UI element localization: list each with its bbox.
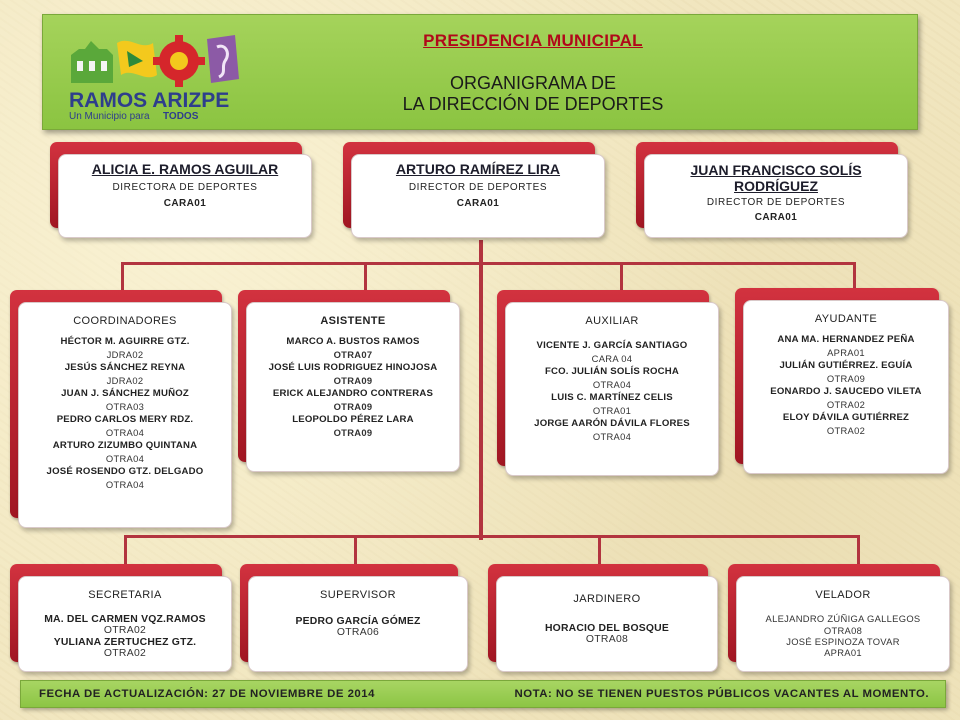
group-card-coordinadores [10,290,232,528]
member-name: JESÚS SÁNCHEZ REYNA [64,362,186,373]
group-title: SUPERVISOR [320,589,396,601]
connector-bottom-horizontal [124,535,860,538]
card-box [736,576,950,672]
member-name: ANA MA. HERNANDEZ PEÑA [777,334,915,345]
card-box [18,302,232,528]
group-card-ayudante [735,288,949,474]
member-code: JDRA02 [106,375,144,386]
director-code: CARA01 [456,198,500,209]
member-name: MA. DEL CARMEN VQZ.RAMOS [44,614,206,625]
subtitle-line-2: LA DIRECCIÓN DE DEPORTES [402,94,664,114]
member-code: OTRA08 [823,625,863,636]
member-name: JORGE AARÓN DÁVILA FLORES [534,418,690,429]
member-code: OTRA02 [826,425,866,436]
member-code: OTRA04 [105,453,145,464]
member-name: YULIANA ZERTUCHEZ GTZ. [53,637,197,648]
member-code: OTRA09 [333,427,373,438]
header-title: PRESIDENCIA MUNICIPAL [423,31,643,50]
card-box [496,576,718,672]
member-code: OTRA09 [826,373,866,384]
header-banner [42,14,918,130]
group-title: ASISTENTE [320,315,386,327]
footer-note: NOTA: NO SE TIENEN PUESTOS PÚBLICOS VACANTES AL MOMENTO. [514,688,929,700]
member-name: ERICK ALEJANDRO CONTRERAS [272,388,434,399]
member-code: OTRA04 [592,379,632,390]
member-code: CARA 04 [591,353,633,364]
footer-updated-date: FECHA DE ACTUALIZACIÓN: 27 DE NOVIEMBRE DE 2014 [39,688,375,700]
group-card-jardinero [488,564,718,672]
member-code: OTRA07 [333,349,373,360]
director-name: ALICIA E. RAMOS AGUILAR [91,161,279,177]
member-name: JOSÉ ROSENDO GTZ. DELGADO [46,466,204,477]
logo-tagline-bold: TODOS [163,111,199,121]
logo-tagline: Un Municipio para [69,111,150,121]
footer-banner [20,680,946,708]
member-code: OTRA08 [585,634,629,645]
member-code: OTRA06 [336,627,380,638]
director-card-3 [636,142,908,238]
connector-bottom-drop-3 [598,535,601,565]
card-box [743,300,949,474]
member-name: LEOPOLDO PÉREZ LARA [292,414,414,425]
card-box [58,154,312,238]
member-code: APRA01 [824,647,862,658]
group-card-velador [728,564,950,672]
member-code: OTRA02 [103,648,147,659]
connector-top-drop-3 [620,262,623,292]
member-code: OTRA02 [826,399,866,410]
connector-bottom-drop-1 [124,535,127,565]
connector-bottom-drop-4 [857,535,860,565]
director-title: DIRECTOR DE DEPORTES [706,197,846,208]
header-subtitle [313,73,753,115]
member-code: OTRA02 [103,625,147,636]
director-card-2 [343,142,605,238]
group-card-supervisor [240,564,468,672]
group-title: AUXILIAR [585,315,639,327]
group-title: JARDINERO [573,593,641,605]
member-name: PEDRO CARLOS MERY RDZ. [56,414,194,425]
connector-top-horizontal [121,262,856,265]
director-title: DIRECTORA DE DEPORTES [112,182,258,193]
group-card-asistente [238,290,460,472]
card-box [18,576,232,672]
group-card-secretaria [10,564,232,672]
group-card-auxiliar [497,290,719,476]
connector-bottom-drop-2 [354,535,357,565]
group-title: SECRETARIA [88,589,162,601]
member-name: MARCO A. BUSTOS RAMOS [286,336,420,347]
member-name: VICENTE J. GARCÍA SANTIAGO [536,340,688,351]
director-code: CARA01 [163,198,207,209]
director-name: JUAN FRANCISCO SOLÍS RODRÍGUEZ [690,162,862,194]
member-name: JOSÉ LUIS RODRIGUEZ HINOJOSA [268,362,438,373]
member-name: EONARDO J. SAUCEDO VILETA [770,386,922,397]
card-box [351,154,605,238]
director-title: DIRECTOR DE DEPORTES [408,182,548,193]
group-title: COORDINADORES [73,315,177,327]
card-box [644,154,908,238]
member-name: FCO. JULIÁN SOLÍS ROCHA [544,366,680,377]
member-name: HORACIO DEL BOSQUE [544,623,670,634]
member-code: APRA01 [827,347,865,358]
member-name: ALEJANDRO ZÚÑIGA GALLEGOS [765,613,921,624]
member-name: ARTURO ZIZUMBO QUINTANA [52,440,198,451]
member-code: OTRA04 [105,479,145,490]
connector-main-vertical [479,240,483,540]
member-name: LUIS C. MARTÍNEZ CELIS [551,392,673,403]
member-code: OTRA03 [105,401,145,412]
member-name: PEDRO GARCÍA GÓMEZ [295,616,421,627]
director-code: CARA01 [754,212,798,223]
group-title: VELADOR [815,589,871,601]
group-title: AYUDANTE [814,313,878,325]
member-code: OTRA09 [333,375,373,386]
card-box [246,302,460,472]
subtitle-line-1: ORGANIGRAMA DE [449,73,617,93]
director-name: ARTURO RAMÍREZ LIRA [395,161,561,177]
member-name: HÉCTOR M. AGUIRRE GTZ. [60,336,190,347]
member-code: JDRA02 [106,349,144,360]
member-code: OTRA01 [592,405,632,416]
card-box [505,302,719,476]
member-name: JUAN J. SÁNCHEZ MUÑOZ [61,388,189,399]
director-card-1 [50,142,312,238]
member-name: JULIÁN GUTIÉRREZ. EGUÍA [779,360,913,371]
ramos-arizpe-logo [67,31,267,121]
member-code: OTRA09 [333,401,373,412]
logo-text: RAMOS ARIZPE [69,89,230,112]
member-name: JOSÉ ESPINOZA TOVAR [786,636,900,647]
member-code: OTRA04 [592,431,632,442]
card-box [248,576,468,672]
member-name: ELOY DÁVILA GUTIÉRREZ [782,412,910,423]
connector-top-drop-2 [364,262,367,292]
connector-top-drop-1 [121,262,124,292]
member-code: OTRA04 [105,427,145,438]
